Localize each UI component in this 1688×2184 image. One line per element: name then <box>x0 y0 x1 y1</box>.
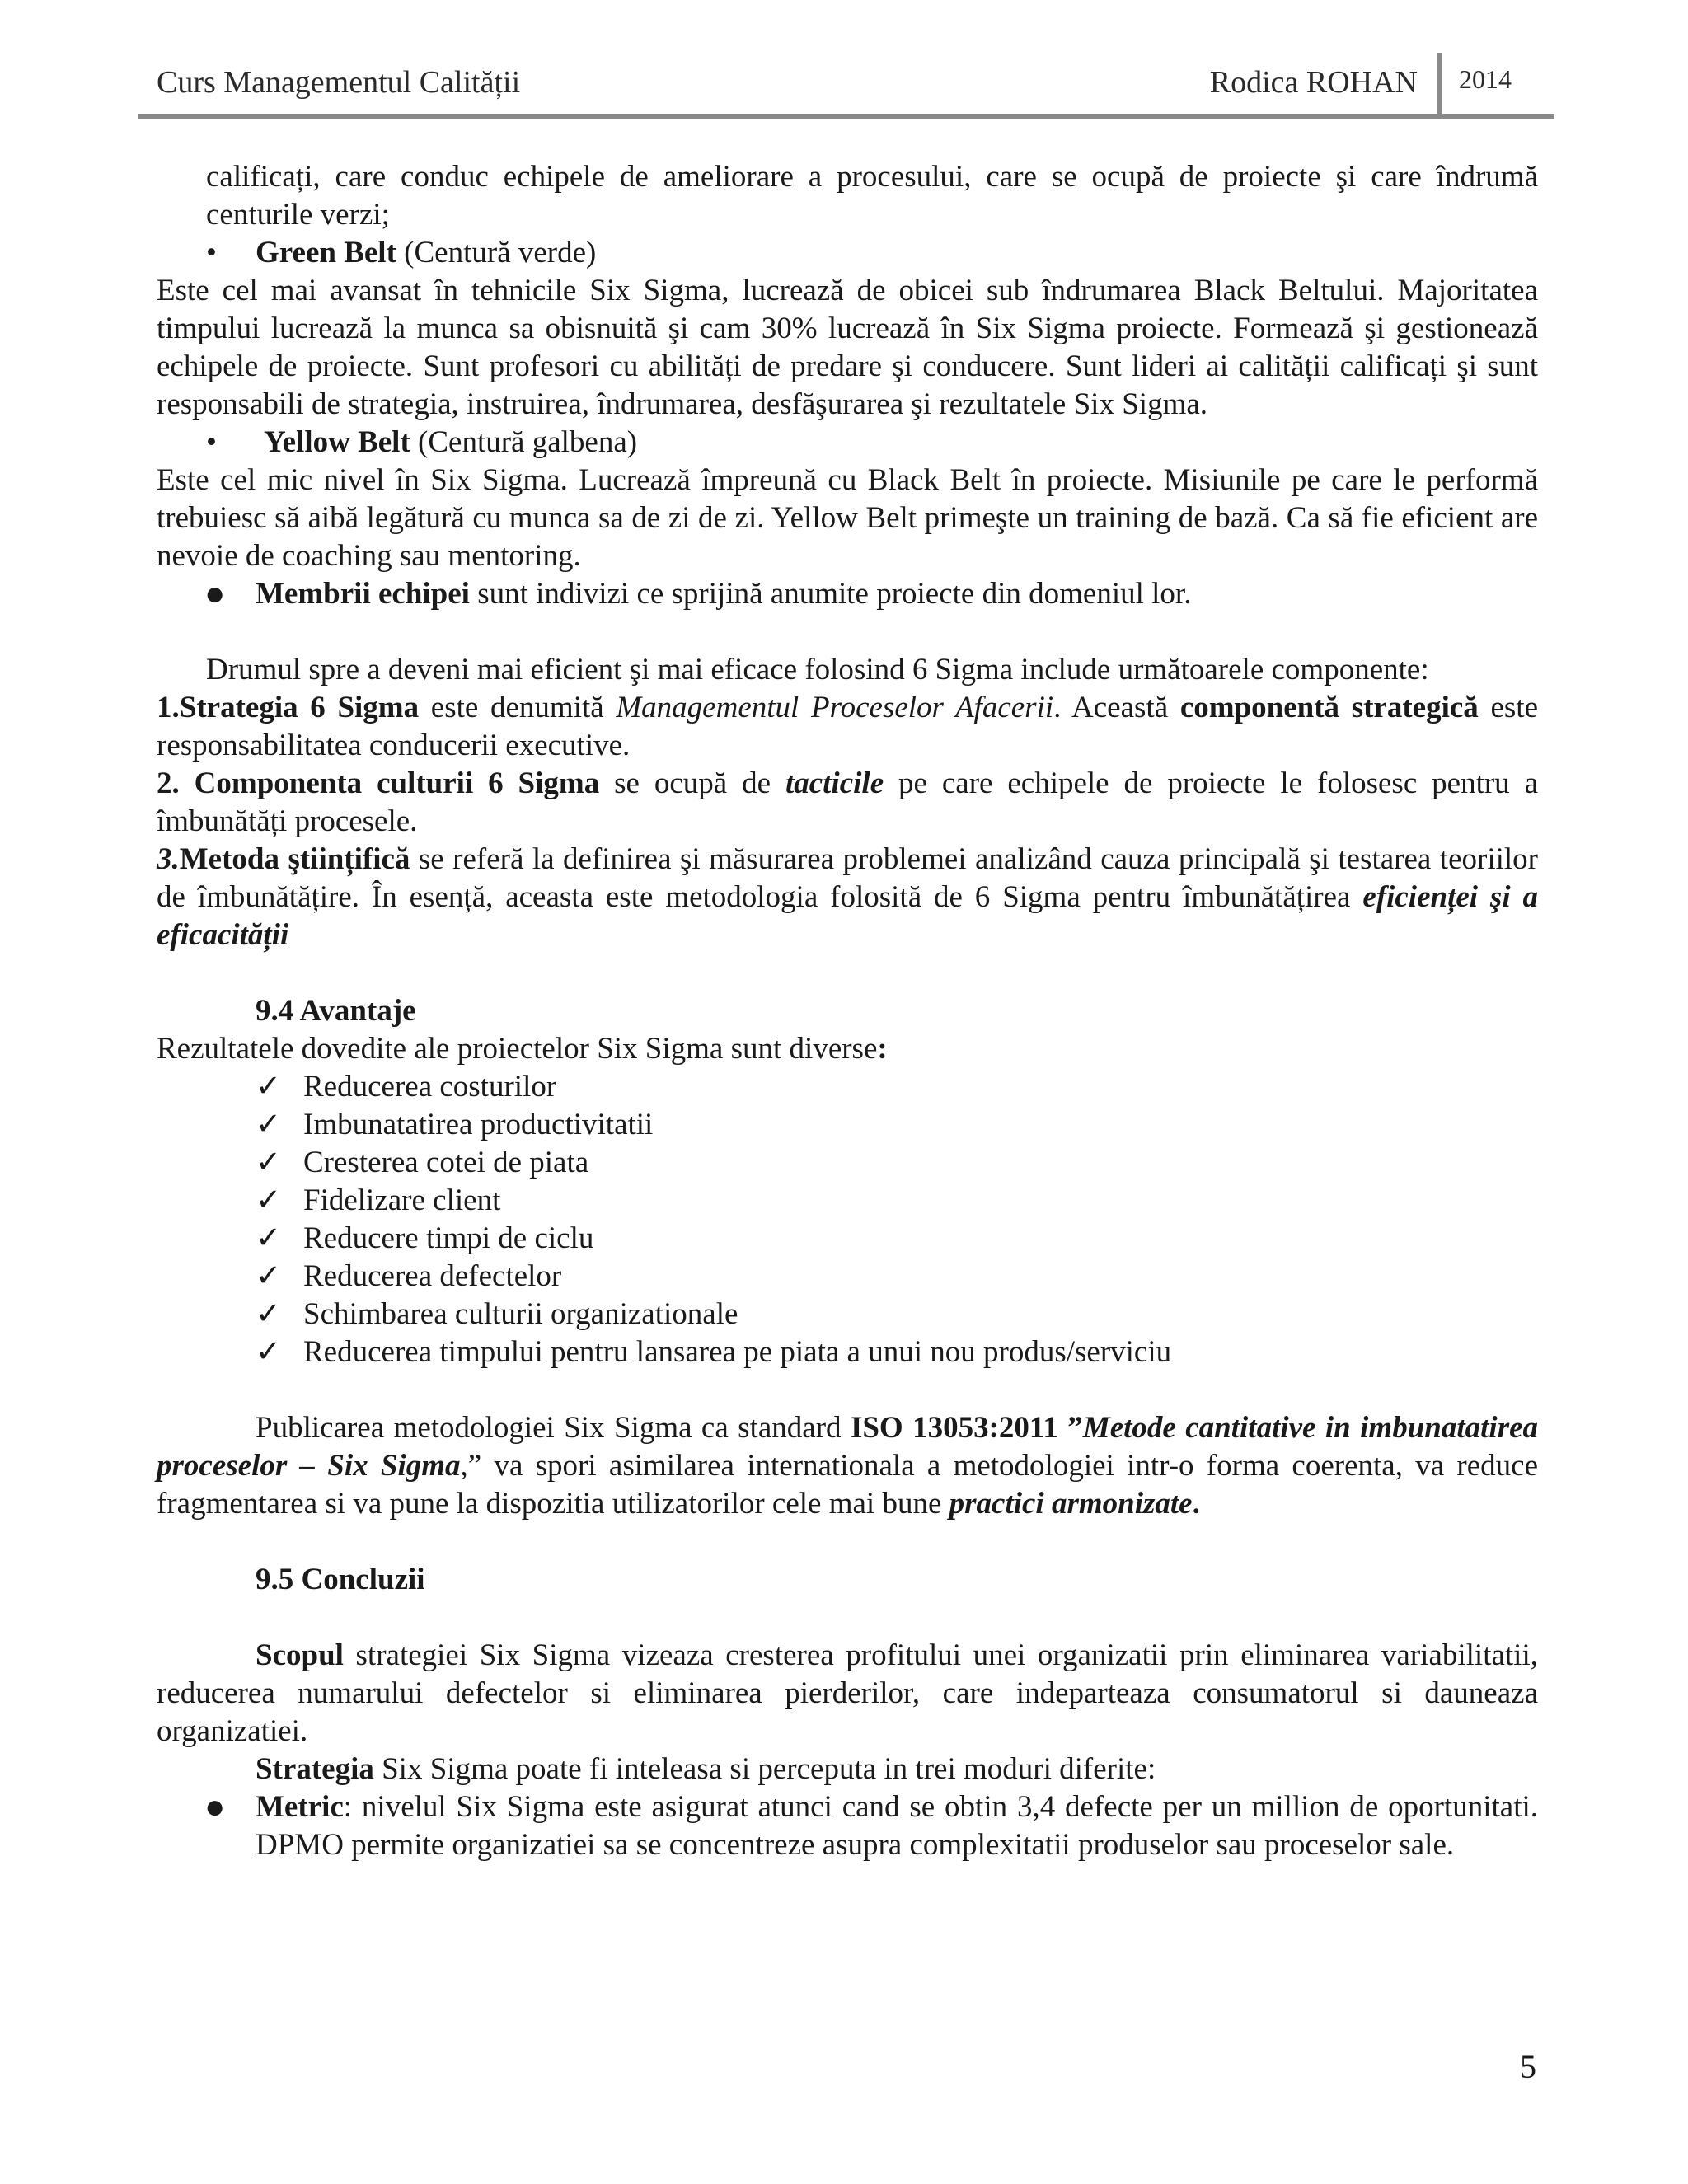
component-culture: 2. Componenta culturii 6 Sigma se ocupă de tacticile pe care echipele de proiecte le folosesc pentru a îmbunătăți procesele. <box>157 766 1538 838</box>
bullet-team-members: ● Membrii echipei sunt indivizi ce sprijină anumite proiecte din domeniul lor. <box>204 575 1192 613</box>
component-scientific-method: 3.Metoda ştiințifică se referă la definirea şi măsurarea problemei analizând cauza principală şi testarea teoriilor de îmbunătățire. În esență, aceasta este metodologia folosită de 6 Sigma pentru îmbunătățirea eficienței şi a eficacității <box>157 842 1538 952</box>
bullet-yellow-belt: • Yellow Belt (Centură galbena) <box>157 424 1538 462</box>
section-title-conclusions: 9.5 Concluzii <box>256 1563 425 1596</box>
strategy-paragraph: Strategia Six Sigma poate fi inteleasa si perceputa in trei moduri diferite: <box>256 1752 1156 1786</box>
section-title-advantages: 9.4 Avantaje <box>256 994 416 1028</box>
green-belt-title: Green Belt <box>256 236 396 269</box>
header-author: Rodica ROHAN <box>1209 65 1418 100</box>
bullet-metric: ● Metric: nivelul Six Sigma este asigurat atunci cand se obtin 3,4 defecte per un million de oportunitati. DPMO permite organizatiei sa se concentreze asupra complexitatii produselor sau proceselor sale. <box>204 1788 1538 1862</box>
bullet-marker: ● <box>204 575 226 613</box>
road-paragraph: Drumul spre a deveni mai eficient şi mai eficace folosind 6 Sigma include următoarele componente: <box>206 653 1429 687</box>
check-icon: ✓ <box>256 1183 282 1217</box>
check-icon: ✓ <box>256 1070 282 1104</box>
header-course-title: Curs Managementul Calității <box>157 65 521 100</box>
checklist-item: ✓ Imbunatatirea productivitatii <box>157 1106 1538 1144</box>
component-strategy: 1.Strategia 6 Sigma este denumită Managementul Proceselor Afacerii. Această componentă strategică este responsabilitatea conducerii executive. <box>157 691 1538 762</box>
checklist-item: ✓ Schimbarea culturii organizationale <box>157 1296 1538 1333</box>
checklist-item: ✓ Reducere timpi de ciclu <box>157 1220 1538 1258</box>
check-icon: ✓ <box>256 1259 282 1293</box>
bullet-green-belt: • Green Belt (Centură verde) <box>157 234 1538 272</box>
header-rule <box>138 114 1554 119</box>
scope-paragraph: Scopul strategiei Six Sigma vizeaza cresterea profitului unei organizatii prin eliminarea variabilitatii, reducerea numarului defectelor si eliminarea pierderilor, care indeparteaza consumatorul si dauneaza organizatiei. <box>157 1638 1538 1748</box>
bullet-marker: • <box>206 425 217 459</box>
yellow-belt-title: Yellow Belt <box>264 425 410 459</box>
checklist-item: ✓ Reducerea timpului pentru lansarea pe piata a unui nou produs/serviciu <box>157 1333 1538 1371</box>
check-icon: ✓ <box>256 1221 282 1255</box>
green-belt-description: Este cel mai avansat în tehnicile Six Sigma, lucrează de obicei sub îndrumarea Black Beltului. Majoritatea timpului lucrează la munca sa obisnuită şi cam 30% lucrează în Six Sigma proiecte. Formează şi gestionează echipele de proiecte. Sunt profesori cu abilități de predare şi conducere. Sunt lideri ai calității calificați şi sunt responsabili de strategia, instruirea, îndrumarea, desfăşurarea şi rezultatele Six Sigma. <box>157 274 1538 421</box>
checklist-item: ✓ Reducerea costurilor <box>157 1068 1538 1106</box>
advantages-lead: Rezultatele dovedite ale proiectelor Six Sigma sunt diverse: <box>157 1032 888 1066</box>
page-body <box>157 158 1538 1864</box>
yellow-belt-description: Este cel mic nivel în Six Sigma. Lucrează împreună cu Black Belt în proiecte. Misiunile pe care le performă trebuiesc să aibă legătură cu munca sa de zi de zi. Yellow Belt primeşte un training de bază. Ca să fie eficient are nevoie de coaching sau mentoring. <box>157 463 1538 573</box>
bullet-marker: • <box>206 236 217 269</box>
bullet-marker: ● <box>204 1788 226 1826</box>
page-number: 5 <box>1520 2048 1536 2085</box>
checklist-item: ✓ Cresterea cotei de piata <box>157 1144 1538 1182</box>
intro-continuation: calificați, care conduc echipele de ameliorare a procesului, care se ocupă de proiecte şi care îndrumă centurile verzi; <box>206 160 1538 232</box>
header-divider-vertical <box>1437 53 1442 114</box>
team-members-title: Membrii echipei <box>256 577 470 611</box>
header-year: 2014 <box>1459 64 1512 94</box>
check-icon: ✓ <box>256 1297 282 1331</box>
check-icon: ✓ <box>256 1146 282 1179</box>
check-icon: ✓ <box>256 1108 282 1141</box>
check-icon: ✓ <box>256 1335 282 1369</box>
checklist-item: ✓ Reducerea defectelor <box>157 1258 1538 1296</box>
advantages-checklist <box>157 1068 1538 1371</box>
checklist-item: ✓ Fidelizare client <box>157 1182 1538 1220</box>
iso-paragraph: Publicarea metodologiei Six Sigma ca standard ISO 13053:2011 ”Metode cantitative in imbunatatirea proceselor – Six Sigma,” va spori asimilarea internationala a metodologiei intr-o forma coerenta, va reduce fragmentarea si va pune la dispozitia utilizatorilor cele mai bune practici armonizate. <box>157 1411 1539 1521</box>
